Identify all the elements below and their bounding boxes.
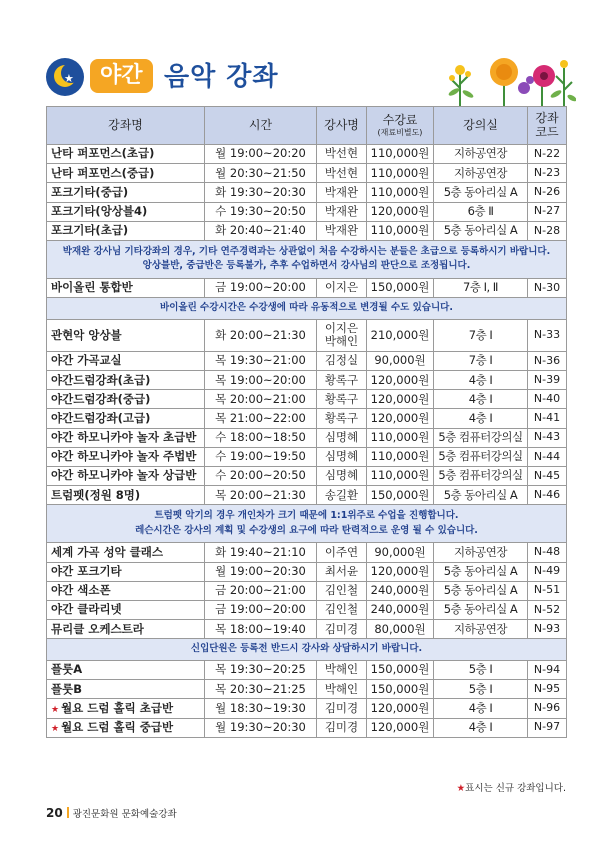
- table-row: [47, 581, 567, 600]
- course-fee: 150,000원: [367, 661, 434, 680]
- course-instructor: 송길환: [317, 486, 367, 505]
- table-row: [47, 371, 567, 390]
- note-line: 레슨시간은 강사의 계획 및 수강생의 요구에 따라 탄력적으로 운영 될 수 있습니다.: [135, 524, 478, 536]
- course-time: 목 19:30~21:00: [205, 351, 317, 370]
- course-fee: 120,000원: [367, 371, 434, 390]
- note-row: [47, 505, 567, 543]
- new-star-icon: ★: [51, 704, 60, 715]
- course-code: N-39: [528, 371, 567, 390]
- course-code: N-97: [528, 718, 567, 737]
- course-instructor: 박선현: [317, 145, 367, 164]
- page-footer: [46, 806, 177, 820]
- table-row: [47, 164, 567, 183]
- table-row: [47, 183, 567, 202]
- course-instructor: 김인철: [317, 581, 367, 600]
- course-code: N-27: [528, 202, 567, 221]
- course-name: 트럼펫(정원 8명): [47, 486, 205, 505]
- course-room: 4층 Ⅰ: [434, 371, 528, 390]
- table-row: [47, 699, 567, 718]
- course-fee: 240,000원: [367, 581, 434, 600]
- course-name: 플룻B: [47, 680, 205, 699]
- course-room: 4층 Ⅰ: [434, 409, 528, 428]
- col-header-code: [528, 107, 567, 145]
- table-row: [47, 351, 567, 370]
- course-room: 4층 Ⅰ: [434, 699, 528, 718]
- note-line: 트럼펫 악기의 경우 개인차가 크기 때문에 1:1위주로 수업을 진행합니다.: [154, 510, 459, 522]
- course-room: 지하공연장: [434, 543, 528, 562]
- course-room: 4층 Ⅰ: [434, 390, 528, 409]
- course-instructor: 황록구: [317, 371, 367, 390]
- col-header-code-2: 코드: [535, 124, 559, 139]
- moon-star-icon: ★: [46, 58, 84, 96]
- course-time: 금 19:00~20:00: [205, 600, 317, 619]
- course-code: N-52: [528, 600, 567, 619]
- course-code: N-45: [528, 466, 567, 485]
- course-code: N-22: [528, 145, 567, 164]
- course-name-text: 월요 드럼 홀릭 중급반: [61, 719, 174, 734]
- course-code: N-51: [528, 581, 567, 600]
- course-fee: 210,000원: [367, 319, 434, 351]
- course-fee: 110,000원: [367, 164, 434, 183]
- course-name: 바이올린 통합반: [47, 278, 205, 297]
- course-fee: 110,000원: [367, 145, 434, 164]
- course-name: 야간 가곡교실: [47, 351, 205, 370]
- course-name: 야간 클라리넷: [47, 600, 205, 619]
- course-room: 지하공연장: [434, 145, 528, 164]
- course-fee: 110,000원: [367, 447, 434, 466]
- course-instructor: 박재완: [317, 202, 367, 221]
- course-code: N-43: [528, 428, 567, 447]
- course-name: 뮤리클 오케스트라: [47, 620, 205, 639]
- course-time: 목 20:30~21:25: [205, 680, 317, 699]
- course-time: 화 20:40~21:40: [205, 221, 317, 240]
- course-time: 월 19:00~20:30: [205, 562, 317, 581]
- course-instructor: 심명혜: [317, 466, 367, 485]
- instructor-1: 이지은: [324, 321, 359, 336]
- course-fee: 120,000원: [367, 409, 434, 428]
- course-room: 5층 동아리실 A: [434, 221, 528, 240]
- course-name: 포크기타(앙상블4): [47, 202, 205, 221]
- course-time: 수 18:00~18:50: [205, 428, 317, 447]
- note-guitar: [47, 240, 567, 278]
- course-name: 야간 하모니카야 놀자 초급반: [47, 428, 205, 447]
- course-name: 포크기타(중급): [47, 183, 205, 202]
- course-fee: 120,000원: [367, 718, 434, 737]
- course-instructor: 심명혜: [317, 428, 367, 447]
- star-icon: ★: [456, 783, 466, 794]
- course-instructor: 최서윤: [317, 562, 367, 581]
- note-row: [47, 240, 567, 278]
- course-name: 야간드럼강좌(초급): [47, 371, 205, 390]
- new-course-legend: [457, 780, 566, 794]
- course-room: 지하공연장: [434, 164, 528, 183]
- table-row: [47, 278, 567, 297]
- course-code: N-36: [528, 351, 567, 370]
- footer-divider: [67, 807, 69, 818]
- course-room: 5층 컴퓨터강의실: [434, 428, 528, 447]
- page-title: 음악 강좌: [164, 62, 279, 92]
- course-instructor: 김정실: [317, 351, 367, 370]
- course-code: N-46: [528, 486, 567, 505]
- course-name: 관현악 앙상블: [47, 319, 205, 351]
- course-instructor: 김미경: [317, 699, 367, 718]
- course-code: N-95: [528, 680, 567, 699]
- page-number: 20: [46, 806, 63, 820]
- new-star-icon: ★: [51, 723, 60, 734]
- note-violin: [47, 298, 567, 320]
- course-fee: 110,000원: [367, 428, 434, 447]
- table-row: [47, 221, 567, 240]
- course-room: 5층 Ⅰ: [434, 661, 528, 680]
- course-instructor: 박재완: [317, 183, 367, 202]
- course-room: 5층 동아리실 A: [434, 486, 528, 505]
- flower-illustration: [446, 54, 576, 106]
- course-code: N-30: [528, 278, 567, 297]
- note-line: 박재완 강사님 기타강좌의 경우, 기타 연주경력과는 상관없이 처음 수강하시는 분들은 초급으로 등록하시기 바랍니다.: [62, 245, 551, 257]
- note-line: 앙상블반, 중급반은 등록불가, 추후 수업하면서 강사님의 판단으로 조정됩니다.: [142, 260, 471, 272]
- course-time: 월 19:00~20:20: [205, 145, 317, 164]
- course-time: 월 18:30~19:30: [205, 699, 317, 718]
- course-time: 수 19:30~20:50: [205, 202, 317, 221]
- course-instructor: 김미경: [317, 718, 367, 737]
- col-header-instructor: 강사명: [317, 107, 367, 145]
- course-room: 5층 동아리실 A: [434, 183, 528, 202]
- course-fee: 150,000원: [367, 278, 434, 297]
- course-time: 수 19:00~19:50: [205, 447, 317, 466]
- course-name: 야간 색소폰: [47, 581, 205, 600]
- course-name: 야간드럼강좌(중급): [47, 390, 205, 409]
- col-header-time: 시간: [205, 107, 317, 145]
- course-time: 월 19:30~20:30: [205, 718, 317, 737]
- table-row: [47, 562, 567, 581]
- col-header-fee: [367, 107, 434, 145]
- note-row: [47, 298, 567, 320]
- course-time: 목 19:30~20:25: [205, 661, 317, 680]
- course-name: 난타 퍼포먼스(초급): [47, 145, 205, 164]
- course-name: 야간 포크기타: [47, 562, 205, 581]
- course-room: 7층 Ⅰ, Ⅱ: [434, 278, 528, 297]
- course-time: 목 20:00~21:30: [205, 486, 317, 505]
- course-instructor: 김미경: [317, 620, 367, 639]
- course-code: N-93: [528, 620, 567, 639]
- course-room: 5층 동아리실 A: [434, 581, 528, 600]
- course-code: N-23: [528, 164, 567, 183]
- table-row: [47, 661, 567, 680]
- course-fee: 120,000원: [367, 562, 434, 581]
- table-row: [47, 466, 567, 485]
- course-time: 화 19:30~20:30: [205, 183, 317, 202]
- course-code: N-44: [528, 447, 567, 466]
- course-room: 7층 Ⅰ: [434, 319, 528, 351]
- col-header-code-1: 강좌: [535, 110, 559, 125]
- course-instructor: [317, 319, 367, 351]
- note-row: [47, 639, 567, 661]
- table-row: [47, 447, 567, 466]
- course-time: 금 19:00~20:00: [205, 278, 317, 297]
- course-room: 지하공연장: [434, 620, 528, 639]
- col-header-fee-sub: (재료비별도): [377, 127, 423, 137]
- note-trumpet: [47, 505, 567, 543]
- table-row: [47, 680, 567, 699]
- course-room: 5층 컴퓨터강의실: [434, 447, 528, 466]
- table-row: [47, 600, 567, 619]
- course-name: [47, 699, 205, 718]
- table-row: [47, 390, 567, 409]
- instructor-2: 박해인: [324, 334, 359, 349]
- course-name: 난타 퍼포먼스(중급): [47, 164, 205, 183]
- course-fee: 120,000원: [367, 202, 434, 221]
- course-name: 플룻A: [47, 661, 205, 680]
- course-fee: 150,000원: [367, 680, 434, 699]
- course-name: 야간 하모니카야 놀자 주법반: [47, 447, 205, 466]
- course-name: 야간드럼강좌(고급): [47, 409, 205, 428]
- course-room: 7층 Ⅰ: [434, 351, 528, 370]
- course-instructor: 박선현: [317, 164, 367, 183]
- note-orchestra: [47, 639, 567, 661]
- course-fee: 150,000원: [367, 486, 434, 505]
- course-fee: 110,000원: [367, 183, 434, 202]
- course-instructor: 황록구: [317, 390, 367, 409]
- note-line: 신입단원은 등록전 반드시 강사와 상담하시기 바랍니다.: [190, 643, 423, 655]
- col-header-room: 강의실: [434, 107, 528, 145]
- course-fee: 110,000원: [367, 466, 434, 485]
- course-code: N-41: [528, 409, 567, 428]
- course-fee: 120,000원: [367, 390, 434, 409]
- course-code: N-49: [528, 562, 567, 581]
- table-header-row: [47, 107, 567, 145]
- course-instructor: 박해인: [317, 661, 367, 680]
- table-row: [47, 543, 567, 562]
- course-time: 목 20:00~21:00: [205, 390, 317, 409]
- course-name: 세계 가곡 성악 클래스: [47, 543, 205, 562]
- note-line: 바이올린 수강시간은 수강생에 따라 유동적으로 변경될 수도 있습니다.: [160, 302, 453, 314]
- table-row: [47, 145, 567, 164]
- course-room: 6층 Ⅱ: [434, 202, 528, 221]
- course-fee: 110,000원: [367, 221, 434, 240]
- course-name-text: 월요 드럼 홀릭 초급반: [61, 700, 174, 715]
- course-fee: 90,000원: [367, 543, 434, 562]
- night-badge: 야간: [90, 59, 153, 93]
- legend-text: 표시는 신규 강좌입니다.: [465, 783, 566, 794]
- page-header: [46, 54, 576, 106]
- course-code: N-48: [528, 543, 567, 562]
- course-name: [47, 718, 205, 737]
- course-code: N-33: [528, 319, 567, 351]
- col-header-fee-label: 수강료: [382, 113, 418, 127]
- footer-org: 광진문화원 문화예술강좌: [72, 809, 177, 820]
- course-name: 포크기타(초급): [47, 221, 205, 240]
- course-code: N-26: [528, 183, 567, 202]
- course-instructor: 이주연: [317, 543, 367, 562]
- course-room: 4층 Ⅰ: [434, 718, 528, 737]
- course-instructor: 황록구: [317, 409, 367, 428]
- course-fee: 90,000원: [367, 351, 434, 370]
- course-time: 목 19:00~20:00: [205, 371, 317, 390]
- course-room: 5층 동아리실 A: [434, 600, 528, 619]
- course-code: N-40: [528, 390, 567, 409]
- course-time: 목 18:00~19:40: [205, 620, 317, 639]
- table-row: [47, 202, 567, 221]
- course-fee: 120,000원: [367, 699, 434, 718]
- course-instructor: 김인철: [317, 600, 367, 619]
- course-table: [46, 106, 567, 738]
- table-row: [47, 428, 567, 447]
- course-instructor: 심명혜: [317, 447, 367, 466]
- course-fee: 240,000원: [367, 600, 434, 619]
- table-row: [47, 718, 567, 737]
- course-time: 금 20:00~21:00: [205, 581, 317, 600]
- table-row: [47, 620, 567, 639]
- course-code: N-28: [528, 221, 567, 240]
- table-row: [47, 409, 567, 428]
- course-room: 5층 컴퓨터강의실: [434, 466, 528, 485]
- course-time: 수 20:00~20:50: [205, 466, 317, 485]
- course-time: 월 20:30~21:50: [205, 164, 317, 183]
- table-row: [47, 486, 567, 505]
- col-header-name: 강좌명: [47, 107, 205, 145]
- course-instructor: 박재완: [317, 221, 367, 240]
- course-time: 목 21:00~22:00: [205, 409, 317, 428]
- course-name: 야간 하모니카야 놀자 상급반: [47, 466, 205, 485]
- course-room: 5층 동아리실 A: [434, 562, 528, 581]
- course-time: 화 20:00~21:30: [205, 319, 317, 351]
- course-instructor: 박해인: [317, 680, 367, 699]
- course-fee: 80,000원: [367, 620, 434, 639]
- course-code: N-94: [528, 661, 567, 680]
- table-row: [47, 319, 567, 351]
- course-instructor: 이지은: [317, 278, 367, 297]
- course-code: N-96: [528, 699, 567, 718]
- course-time: 화 19:40~21:10: [205, 543, 317, 562]
- course-room: 5층 Ⅰ: [434, 680, 528, 699]
